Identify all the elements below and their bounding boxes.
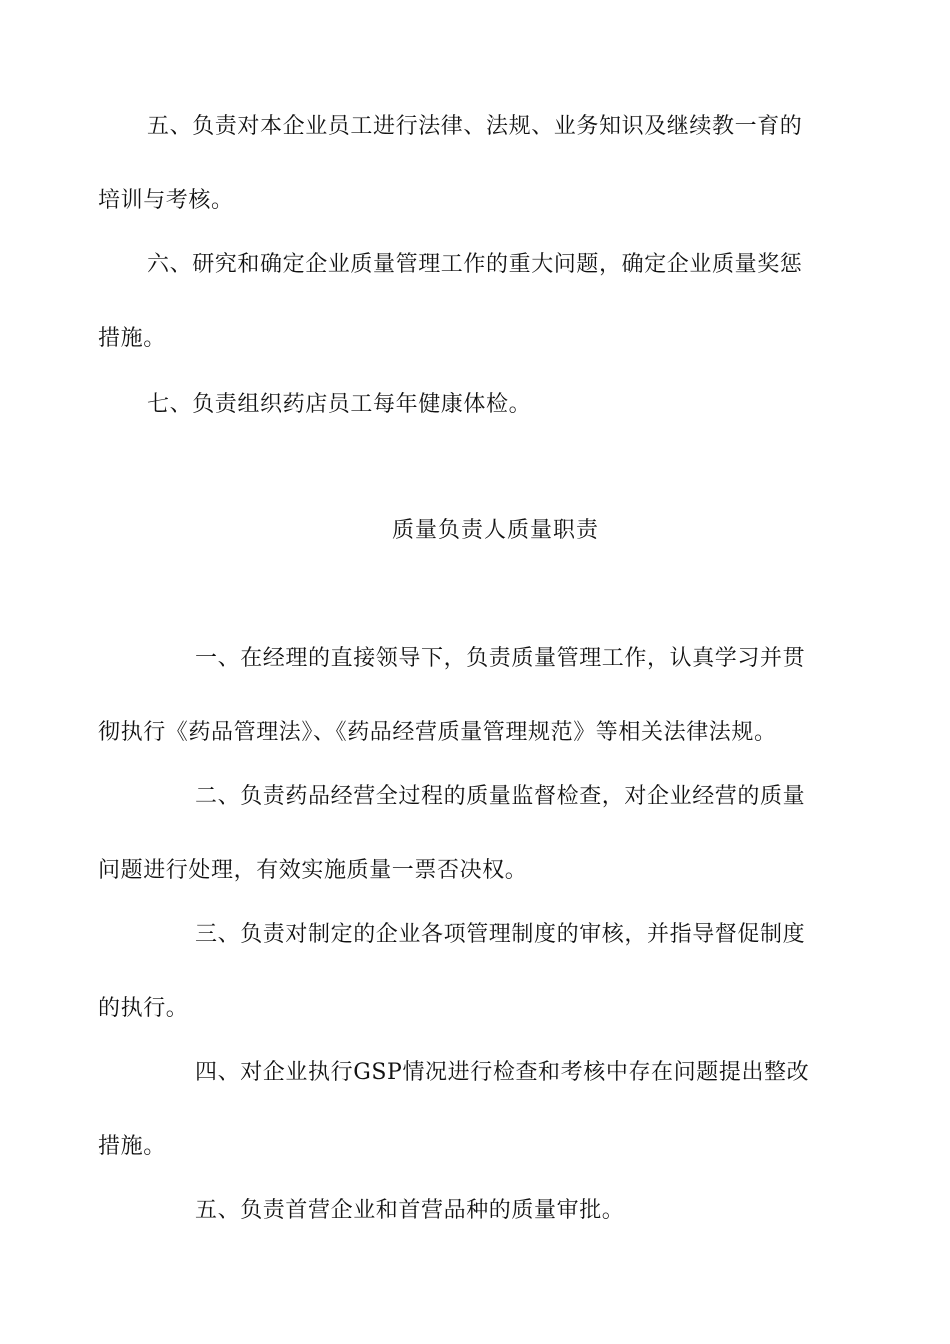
paragraph-6-line-1: 六、研究和确定企业质量管理工作的重大问题，确定企业质量奖惩 [147,252,803,277]
paragraph-7-line-1: 七、负责组织药店员工每年健康体检。 [147,392,532,417]
duty-5-line-1: 五、负责首营企业和首营品种的质量审批。 [195,1198,625,1223]
duty-3-line-1: 三、负责对制定的企业各项管理制度的审核，并指导督促制度 [195,922,806,947]
paragraph-6-line-2: 措施。 [98,326,166,351]
duty-4-line-2: 措施。 [98,1134,166,1159]
paragraph-5-line-2: 培训与考核。 [98,188,234,213]
duty-3-line-2: 的执行。 [98,996,189,1021]
duty-2-line-2: 问题进行处理，有效实施质量一票否决权。 [98,858,528,883]
paragraph-5-line-1: 五、负责对本企业员工进行法律、法规、业务知识及继续教一育的 [147,114,803,139]
duty-1-line-1: 一、在经理的直接领导下，负责质量管理工作，认真学习并贯 [195,646,806,671]
duty-1-line-2: 彻执行《药品管理法》、《药品经营质量管理规范》等相关法律法规。 [98,720,777,745]
duty-2-line-1: 二、负责药品经营全过程的质量监督检查，对企业经营的质量 [195,784,806,809]
duty-4-line-1: 四、对企业执行GSP情况进行检查和考核中存在问题提出整改 [195,1060,810,1085]
section-title: 质量负责人质量职责 [392,518,600,543]
